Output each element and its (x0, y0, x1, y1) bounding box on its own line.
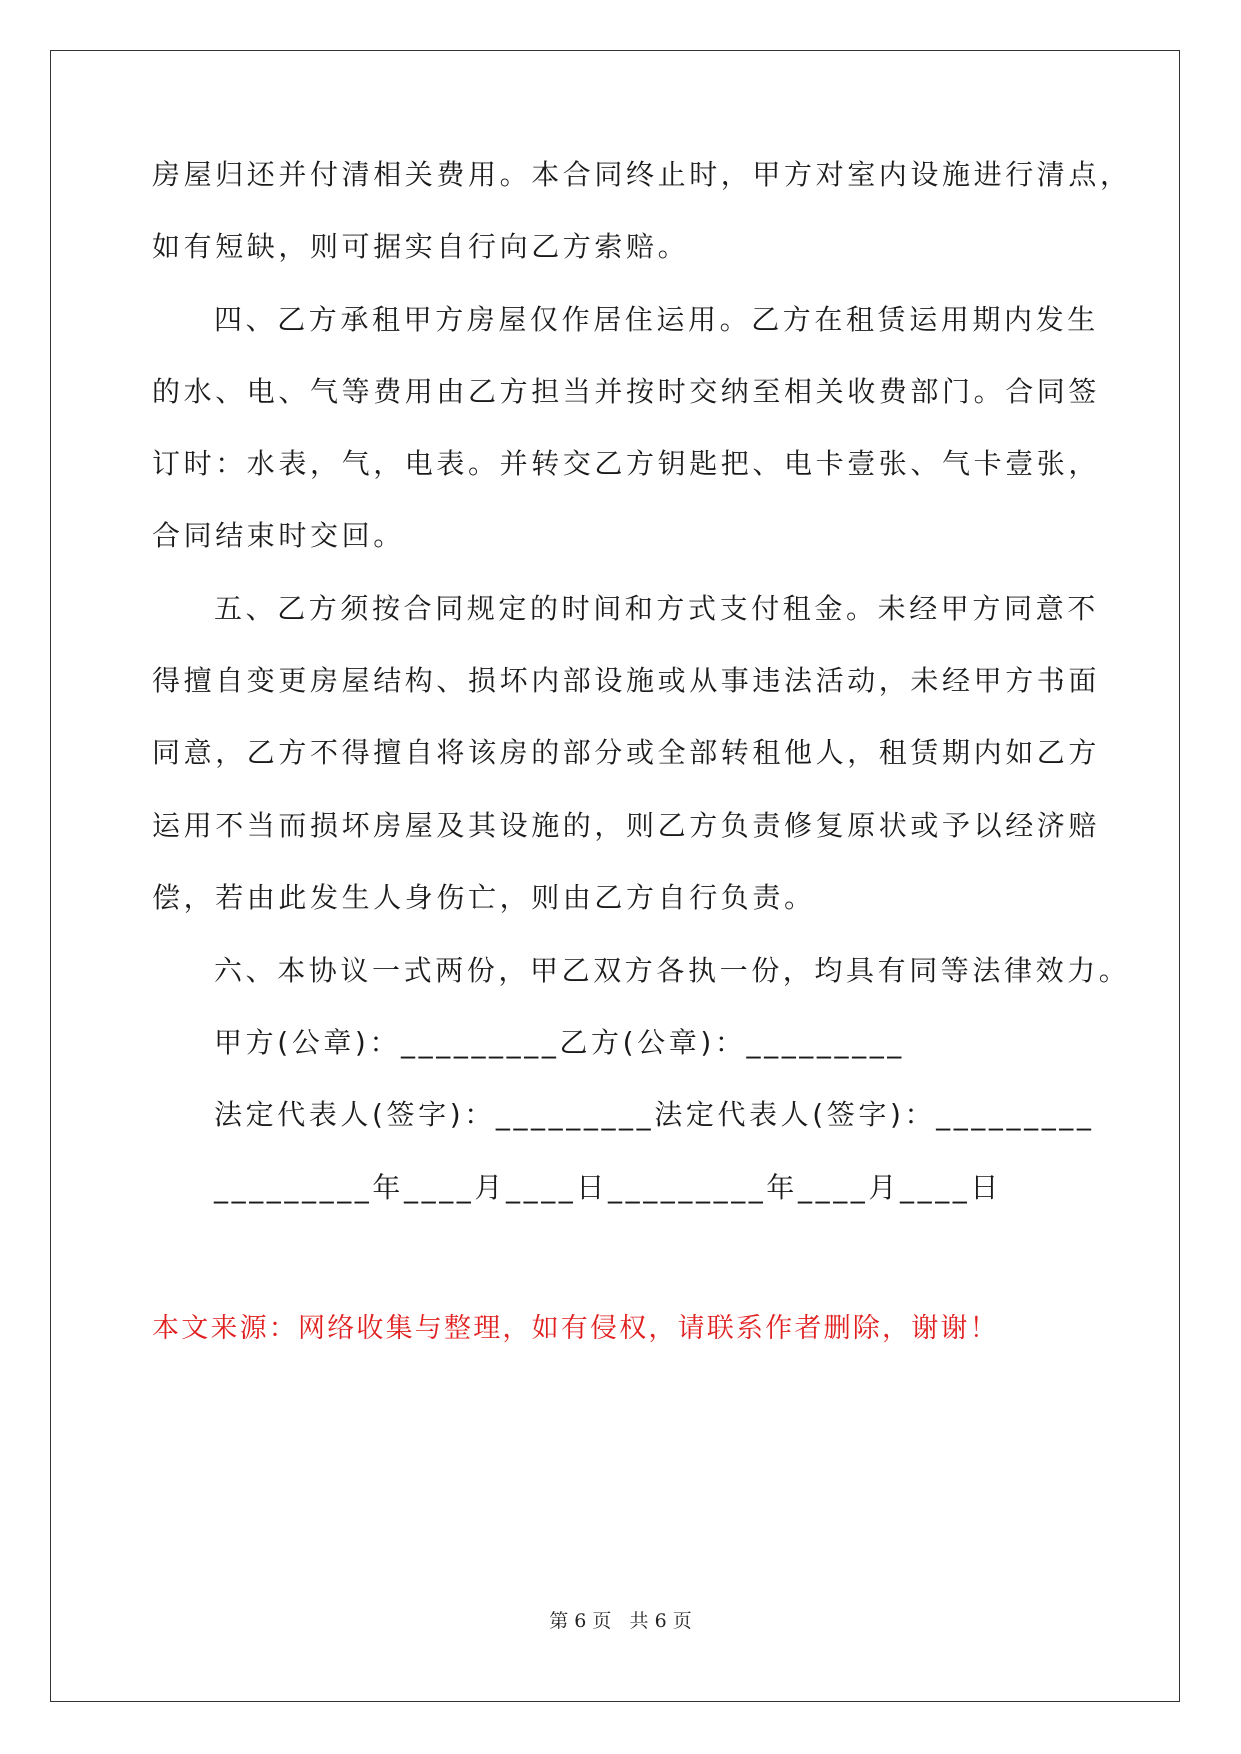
page-border (50, 50, 1180, 1702)
page-footer: 第 6 页 共 6 页 (549, 1610, 692, 1632)
date-line: _________年____月____日_________年____月____日 (214, 1171, 1003, 1204)
clause-four-line: 四、乙方承租甲方房屋仅作居住运用。乙方在租赁运用期内发生 (214, 303, 1099, 336)
clause-five-line: 五、乙方须按合同规定的时间和方式支付租金。未经甲方同意不 (214, 592, 1099, 625)
paragraph-line: 的水、电、气等费用由乙方担当并按时交纳至相关收费部门。合同签 (152, 375, 1101, 408)
paragraph-line: 合同结束时交回。 (152, 519, 405, 552)
paragraph-line: 运用不当而损坏房屋及其设施的，则乙方负责修复原状或予以经济赔 (152, 809, 1101, 842)
party-seal-line: 甲方(公章)：_________乙方(公章)：_________ (214, 1026, 905, 1059)
clause-six-line: 六、本协议一式两份，甲乙双方各执一份，均具有同等法律效力。 (214, 954, 1131, 987)
paragraph-line: 订时：水表，气，电表。并转交乙方钥匙把、电卡壹张、气卡壹张， (152, 447, 1101, 480)
representative-signature-line: 法定代表人(签字)：_________法定代表人(签字)：_________ (214, 1098, 1095, 1131)
source-note: 本文来源：网络收集与整理，如有侵权，请联系作者删除，谢谢！ (152, 1313, 999, 1344)
paragraph-line: 偿，若由此发生人身伤亡，则由乙方自行负责。 (152, 881, 816, 914)
paragraph-line: 如有短缺，则可据实自行向乙方索赔。 (152, 230, 690, 263)
paragraph-line: 同意，乙方不得擅自将该房的部分或全部转租他人，租赁期内如乙方 (152, 736, 1101, 769)
paragraph-line: 房屋归还并付清相关费用。本合同终止时，甲方对室内设施进行清点， (152, 158, 1132, 191)
paragraph-line: 得擅自变更房屋结构、损坏内部设施或从事违法活动，未经甲方书面 (152, 664, 1101, 697)
